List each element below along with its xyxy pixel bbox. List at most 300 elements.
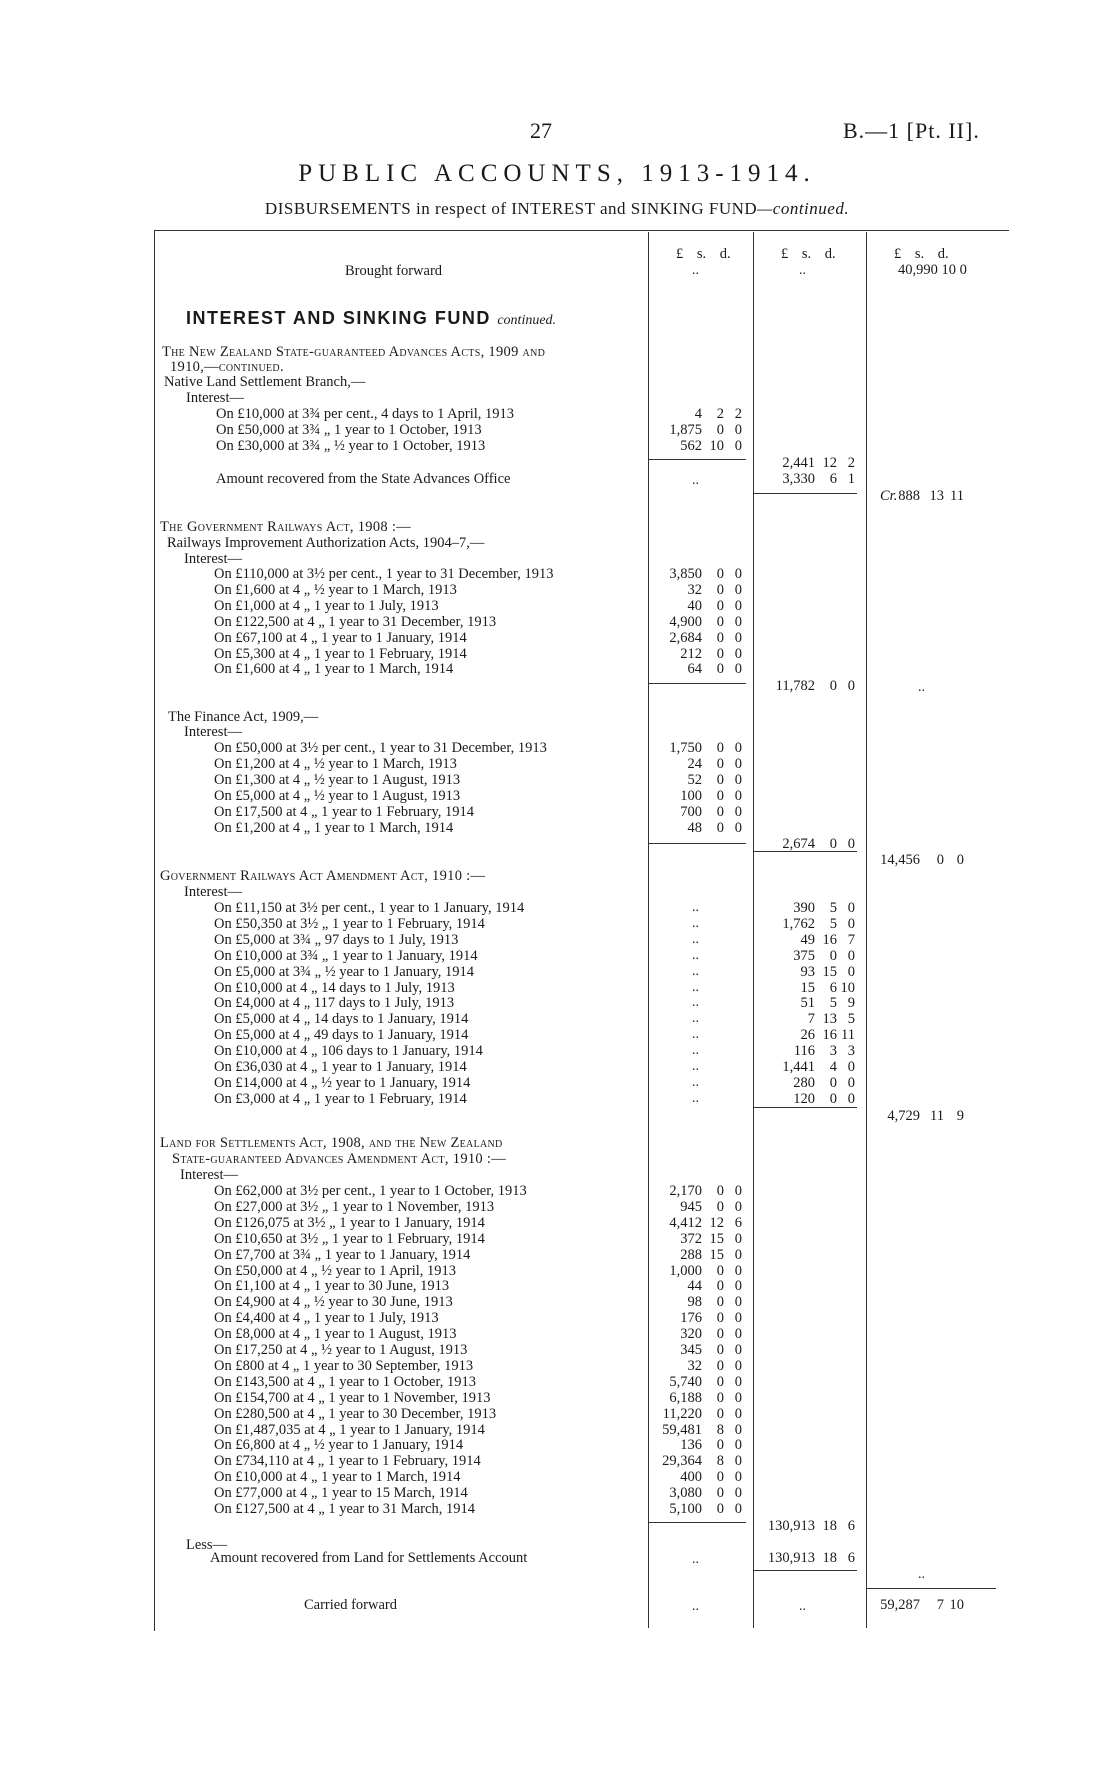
pounds: 176 (680, 1310, 702, 1327)
leader-dots: .. (692, 979, 699, 995)
pence: 7 (847, 931, 855, 948)
interest-row-text: On £800 at 4 „ 1 year to 30 September, 1913 (214, 1357, 474, 1374)
sum-rule (648, 683, 746, 684)
row-amount (650, 756, 742, 772)
interest-row-text: On £1,300 at 4 „ ½ year to 1 August, 1913 (214, 771, 461, 788)
row-amount (650, 438, 742, 454)
pounds: 40 (687, 597, 702, 614)
pounds: 4,729 (887, 1108, 920, 1124)
row-amount (650, 661, 742, 677)
pence: 3 (847, 1043, 855, 1060)
pence: 2 (847, 455, 855, 471)
interest-label: Interest— (184, 724, 242, 740)
shillings: 16 (822, 931, 837, 948)
pounds: 2,170 (669, 1183, 702, 1199)
leader-dots: .. (692, 263, 699, 278)
row-amount (755, 1011, 855, 1027)
interest-label: Interest— (184, 551, 242, 567)
interest-row-text: On £36,030 at 4 „ 1 year to 1 January, 1914 (214, 1059, 467, 1075)
shillings: 8 (716, 1421, 724, 1438)
pounds: 2,684 (669, 629, 702, 646)
shillings: 0 (829, 947, 837, 964)
interest-row-text: On £50,000 at 3½ per cent., 1 year to 31 December, 1913 (214, 740, 547, 756)
interest-row-text: On £17,500 at 4 „ 1 year to 1 February, 1914 (214, 803, 475, 820)
row-amount (650, 566, 742, 582)
pence: 6 (847, 1518, 855, 1534)
pounds: 3,850 (669, 566, 702, 582)
pence: 0 (734, 1310, 742, 1327)
pounds: 888 (898, 488, 920, 504)
interest-row-text: On £50,000 at 4 „ ½ year to 1 April, 1913 (214, 1262, 457, 1279)
pounds: 59,287 (880, 1597, 920, 1613)
shillings: 0 (716, 1278, 724, 1295)
pence: 0 (734, 1453, 742, 1470)
pounds: 6,188 (669, 1389, 702, 1406)
interest-row-text: On £126,075 at 3½ „ 1 year to 1 January, 1914 (214, 1214, 485, 1231)
pence: 0 (734, 771, 742, 788)
row-amount (650, 1294, 742, 1310)
row-amount (650, 1453, 742, 1469)
row-amount (650, 598, 742, 614)
interest-row-text: On £1,100 at 4 „ 1 year to 30 June, 1913 (214, 1278, 450, 1295)
interest-row-text: On £4,400 at 4 „ 1 year to 1 July, 1913 (214, 1310, 439, 1327)
leader-dots: .. (918, 680, 925, 695)
row-amount (755, 900, 855, 916)
shillings: 0 (716, 787, 724, 804)
sum-rule (753, 1107, 857, 1108)
page-subtitle (0, 199, 1114, 219)
interest-row-text: On £110,000 at 3½ per cent., 1 year to 31 December, 1913 (214, 566, 554, 582)
column-rule-1 (648, 232, 649, 1628)
shillings: 0 (716, 1310, 724, 1327)
shillings: 6 (829, 471, 837, 487)
sum-rule (753, 493, 857, 494)
row-amount (650, 1278, 742, 1294)
interest-row-text: On £10,000 at 4 „ 1 year to 1 March, 1914 (214, 1469, 461, 1486)
pounds: 7 (807, 1011, 815, 1028)
column-rule-3 (866, 232, 867, 1628)
leader-dots: .. (692, 1074, 699, 1090)
pence: 0 (734, 437, 742, 454)
leader-dots: .. (692, 1059, 699, 1074)
section-heading (186, 310, 556, 329)
row-amount (650, 1263, 742, 1279)
row-amount (650, 1390, 742, 1406)
row-amount (650, 646, 742, 662)
pence: 0 (734, 421, 742, 438)
interest-row-text: On £5,000 at 4 „ 49 days to 1 January, 1914 (214, 1027, 469, 1044)
interest-label: Interest— (184, 884, 242, 900)
shillings: 12 (709, 1214, 724, 1231)
interest-row-text: On £10,650 at 3½ „ 1 year to 1 February, 1914 (214, 1230, 485, 1247)
shillings: 0 (716, 740, 724, 756)
shillings: 4 (829, 1059, 837, 1075)
recovery-amount (755, 471, 855, 487)
heading-continued: continued. (497, 313, 557, 328)
sum-rule (753, 851, 857, 852)
pence: 0 (847, 1090, 855, 1107)
row-amount (755, 948, 855, 964)
pounds: 32 (687, 581, 702, 598)
row-amount (650, 1199, 742, 1215)
pence: 10 (949, 1597, 964, 1613)
shillings: 0 (716, 1501, 724, 1517)
interest-row-text: On £1,200 at 4 „ ½ year to 1 March, 1913 (214, 755, 457, 772)
interest-row-text: On £5,000 at 4 „ ½ year to 1 August, 1913 (214, 787, 461, 804)
pounds: 48 (687, 819, 702, 836)
pounds: 375 (793, 947, 815, 964)
leader-dots: .. (692, 995, 699, 1011)
sum-rule (648, 1522, 746, 1523)
branch-label: Native Land Settlement Branch,— (164, 374, 366, 390)
sum-rule (866, 1588, 996, 1589)
subtotal (755, 836, 855, 852)
shillings: 15 (822, 963, 837, 980)
shillings: 0 (936, 852, 944, 868)
pence: 0 (734, 613, 742, 630)
pounds: 1,750 (669, 740, 702, 756)
interest-row-text: On £14,000 at 4 „ ½ year to 1 January, 1914 (214, 1074, 471, 1091)
shillings: 0 (716, 771, 724, 788)
column-rule-2 (753, 232, 754, 1628)
heading-text: INTEREST AND SINKING FUND (186, 308, 498, 328)
subtotal (755, 678, 855, 694)
pounds: 562 (680, 437, 702, 454)
act-title: 1910,—continued. (170, 359, 284, 375)
pounds: 2,441 (782, 455, 815, 471)
interest-row-text: On £10,000 at 3¾ per cent., 4 days to 1 April, 1913 (216, 406, 515, 422)
row-amount (650, 1342, 742, 1358)
pounds: 51 (800, 995, 815, 1012)
pence: 0 (734, 1262, 742, 1279)
pence: 0 (734, 1278, 742, 1295)
interest-row-text: On £122,500 at 4 „ 1 year to 31 December, 1913 (214, 613, 497, 630)
leader-dots: .. (918, 1567, 925, 1582)
row-amount (755, 1027, 855, 1043)
leader-dots: .. (692, 1599, 699, 1614)
pence: 0 (734, 597, 742, 614)
pence: 1 (847, 471, 855, 487)
pounds: 15 (800, 979, 815, 996)
pounds: 11,220 (662, 1405, 702, 1422)
shillings: 15 (709, 1230, 724, 1247)
pounds: 100 (680, 787, 702, 804)
pounds: 3,330 (782, 471, 815, 487)
row-amount (755, 995, 855, 1011)
leader-dots: .. (692, 931, 699, 947)
row-amount (650, 1406, 742, 1422)
shillings: 11 (930, 1108, 944, 1124)
shillings: 16 (822, 1027, 837, 1044)
carried-forward-label: Carried forward (304, 1597, 397, 1613)
pence: 0 (734, 629, 742, 646)
shillings: 0 (829, 836, 837, 852)
pence: 5 (847, 1011, 855, 1028)
pounds: 26 (800, 1027, 815, 1044)
row-amount (650, 1183, 742, 1199)
act-title: State-guaranteed Advances Amendment Act, 1910 :— (172, 1151, 507, 1167)
pounds: 130,913 (767, 1518, 815, 1534)
document-reference: B.—1 [Pt. II]. (843, 118, 980, 143)
leader-dots: .. (692, 915, 699, 931)
row-amount (650, 582, 742, 598)
pence: 0 (734, 803, 742, 820)
column-heading-c2: £ s. d. (781, 246, 836, 262)
shillings: 0 (716, 613, 724, 630)
shillings: 0 (716, 1357, 724, 1374)
shillings: 0 (716, 1262, 724, 1279)
row-amount (650, 1437, 742, 1453)
pence: 0 (734, 1485, 742, 1502)
pence: 0 (734, 1421, 742, 1438)
subtitle-continued: —continued. (757, 199, 850, 218)
shillings: 0 (716, 819, 724, 836)
pence: 11 (841, 1027, 855, 1044)
interest-row-text: On £143,500 at 4 „ 1 year to 1 October, 1913 (214, 1373, 476, 1390)
sum-rule (648, 459, 746, 460)
pence: 0 (847, 1059, 855, 1075)
pence: 0 (734, 645, 742, 662)
pence: 0 (734, 1198, 742, 1215)
row-amount (650, 1326, 742, 1342)
section-total (868, 852, 964, 868)
interest-row-text: On £127,500 at 4 „ 1 year to 31 March, 1914 (214, 1501, 475, 1517)
leader-dots: .. (692, 1027, 699, 1043)
leader-dots: .. (692, 1043, 699, 1059)
interest-row-text: On £4,000 at 4 „ 117 days to 1 July, 1913 (214, 995, 455, 1012)
leader-dots: .. (799, 263, 806, 278)
shillings: 0 (716, 421, 724, 438)
interest-row-text: On £6,800 at 4 „ ½ year to 1 January, 1914 (214, 1437, 464, 1454)
leader-dots: .. (692, 1090, 699, 1106)
interest-row-text: On £62,000 at 3½ per cent., 1 year to 1 October, 1913 (214, 1183, 527, 1199)
pounds: 4,412 (669, 1214, 702, 1231)
row-amount (650, 1501, 742, 1517)
pence: 11 (950, 488, 964, 504)
pounds: 345 (680, 1342, 702, 1358)
shillings: 0 (716, 597, 724, 614)
page-number: 27 (530, 118, 552, 143)
leader-dots: .. (692, 900, 699, 915)
shillings: 0 (716, 1437, 724, 1454)
pounds: 1,762 (782, 915, 815, 932)
pence: 0 (734, 1373, 742, 1390)
interest-row-text: On £1,487,035 at 4 „ 1 year to 1 January, 1914 (214, 1421, 485, 1438)
pounds: 400 (680, 1469, 702, 1486)
interest-row-text: On £17,250 at 4 „ ½ year to 1 August, 1913 (214, 1342, 468, 1358)
act-title: Government Railways Act Amendment Act, 1910 :— (160, 868, 486, 884)
interest-row-text: On £50,350 at 3½ „ 1 year to 1 February, 1914 (214, 915, 485, 932)
interest-row-text: On £1,600 at 4 „ ½ year to 1 March, 1913 (214, 581, 457, 598)
interest-row-text: On £5,000 at 4 „ 14 days to 1 January, 1914 (214, 1011, 469, 1028)
row-amount (650, 804, 742, 820)
pence: 0 (734, 1501, 742, 1517)
leader-dots: .. (692, 1552, 699, 1567)
interest-row-text: On £5,000 at 3¾ „ 97 days to 1 July, 1913 (214, 931, 459, 948)
pounds: 1,875 (669, 421, 702, 438)
recovery-amount (755, 1550, 855, 1566)
pence: 9 (956, 1108, 964, 1124)
section-total (868, 488, 964, 504)
row-amount (650, 740, 742, 756)
shillings: 0 (829, 1090, 837, 1107)
shillings: 12 (822, 455, 837, 471)
pence: 0 (734, 1469, 742, 1486)
pence: 0 (847, 1074, 855, 1091)
shillings: 0 (716, 645, 724, 662)
row-amount (650, 1247, 742, 1263)
row-amount (755, 1075, 855, 1091)
interest-row-text: On £50,000 at 3¾ „ 1 year to 1 October, 1913 (216, 421, 482, 438)
row-amount (755, 980, 855, 996)
pence: 0 (734, 1437, 742, 1454)
pounds: 212 (680, 645, 702, 662)
pounds: 14,456 (880, 852, 920, 868)
row-amount (650, 772, 742, 788)
pence: 0 (734, 1326, 742, 1343)
pounds: 93 (800, 963, 815, 980)
shillings: 0 (716, 1294, 724, 1311)
pounds: 32 (687, 1357, 702, 1374)
row-amount (650, 1215, 742, 1231)
column-heading-c3: £ s. d. (894, 246, 949, 262)
shillings: 0 (716, 1485, 724, 1502)
pounds: 44 (687, 1278, 702, 1295)
row-amount (650, 820, 742, 836)
shillings: 2 (716, 406, 724, 422)
row-amount (755, 1091, 855, 1107)
interest-row-text: On £1,600 at 4 „ 1 year to 1 March, 1914 (214, 661, 454, 678)
pence: 0 (734, 740, 742, 756)
shillings: 0 (716, 661, 724, 678)
pence: 0 (847, 836, 855, 852)
leader-dots: .. (692, 1011, 699, 1027)
shillings: 0 (716, 1326, 724, 1343)
pounds: 372 (680, 1230, 702, 1247)
shillings: 0 (716, 1389, 724, 1406)
pence: 0 (734, 1405, 742, 1422)
pence: 9 (847, 995, 855, 1012)
shillings: 0 (716, 1183, 724, 1199)
pence: 0 (734, 661, 742, 678)
shillings: 5 (829, 900, 837, 916)
shillings: 3 (829, 1043, 837, 1060)
interest-row-text: On £154,700 at 4 „ 1 year to 1 November, 1913 (214, 1389, 491, 1406)
shillings: 0 (716, 803, 724, 820)
pence: 0 (734, 755, 742, 772)
subtotal (755, 1518, 855, 1534)
shillings: 6 (829, 979, 837, 996)
interest-row-text: On £27,000 at 3½ „ 1 year to 1 November, 1913 (214, 1198, 495, 1215)
row-amount (650, 1374, 742, 1390)
act-title: The New Zealand State-guaranteed Advances Acts, 1909 and (162, 344, 546, 360)
pounds: 49 (800, 931, 815, 948)
pence: 0 (847, 678, 855, 694)
pounds: 280 (793, 1074, 815, 1091)
carried-forward-total (868, 1597, 964, 1613)
shillings: 0 (716, 629, 724, 646)
pounds: 945 (680, 1198, 702, 1215)
pounds: 136 (680, 1437, 702, 1454)
subtitle-text: DISBURSEMENTS in respect of INTEREST and SINKING FUND (264, 199, 758, 218)
shillings: 13 (929, 488, 944, 504)
pence: 0 (847, 947, 855, 964)
pounds: 24 (687, 755, 702, 772)
shillings: 18 (822, 1518, 837, 1534)
interest-row-text: On £77,000 at 4 „ 1 year to 15 March, 1914 (214, 1485, 468, 1502)
pence: 0 (734, 1294, 742, 1311)
shillings: 18 (822, 1550, 837, 1566)
act-title: The Government Railways Act, 1908 :— (160, 519, 411, 535)
row-amount (650, 1422, 742, 1438)
pence: 0 (734, 581, 742, 598)
shillings: 0 (716, 1373, 724, 1390)
shillings: 15 (709, 1246, 724, 1263)
shillings: 0 (716, 1198, 724, 1215)
pounds: 390 (793, 900, 815, 916)
pence: 6 (847, 1550, 855, 1566)
pence: 0 (847, 900, 855, 916)
pounds: 4 (694, 406, 702, 422)
shillings: 7 (936, 1597, 944, 1613)
row-amount (650, 422, 742, 438)
pence: 0 (847, 963, 855, 980)
shillings: 13 (822, 1011, 837, 1028)
interest-row-text: On £10,000 at 4 „ 14 days to 1 July, 1913 (214, 979, 455, 996)
brought-forward-total: 40,990 10 0 (898, 262, 967, 278)
page-title: PUBLIC ACCOUNTS, 1913-1914. (298, 160, 816, 187)
pence: 10 (840, 979, 855, 996)
interest-row-text: On £5,300 at 4 „ 1 year to 1 February, 1914 (214, 645, 467, 662)
subtotal (755, 455, 855, 471)
pounds: 29,364 (662, 1453, 702, 1470)
column-heading-c1: £ s. d. (676, 246, 731, 262)
interest-row-text: On £10,000 at 4 „ 106 days to 1 January, 1914 (214, 1043, 483, 1060)
shillings: 0 (716, 1469, 724, 1486)
less-label: Less— (186, 1537, 228, 1553)
pounds: 288 (680, 1246, 702, 1263)
pounds: 11,782 (775, 678, 815, 694)
interest-row-text: On £280,500 at 4 „ 1 year to 30 December, 1913 (214, 1405, 497, 1422)
row-amount (755, 1059, 855, 1075)
pounds: 1,441 (782, 1059, 815, 1075)
section-total (868, 1108, 964, 1124)
row-amount (650, 1469, 742, 1485)
interest-row-text: On £11,150 at 3½ per cent., 1 year to 1 January, 1914 (214, 900, 525, 916)
interest-row-text: On £1,200 at 4 „ 1 year to 1 March, 1914 (214, 819, 454, 836)
shillings: 0 (716, 755, 724, 772)
pounds: 320 (680, 1326, 702, 1343)
interest-row-text: On £30,000 at 3¾ „ ½ year to 1 October, 1913 (216, 437, 486, 454)
shillings: 0 (829, 1074, 837, 1091)
interest-label: Interest— (180, 1167, 238, 1183)
pence: 0 (734, 1389, 742, 1406)
shillings: 8 (716, 1453, 724, 1470)
pence: 0 (847, 915, 855, 932)
row-amount (755, 1043, 855, 1059)
pounds: 116 (793, 1043, 815, 1060)
pence: 2 (734, 406, 742, 422)
interest-row-text: On £3,000 at 4 „ 1 year to 1 February, 1914 (214, 1090, 467, 1107)
shillings: 0 (716, 1342, 724, 1358)
interest-row-text: On £734,110 at 4 „ 1 year to 1 February, 1914 (214, 1453, 481, 1470)
leader-dots: .. (692, 963, 699, 979)
row-amount (650, 1231, 742, 1247)
pence: 0 (734, 566, 742, 582)
shillings: 0 (829, 678, 837, 694)
row-amount (650, 1310, 742, 1326)
interest-row-text: On £4,900 at 4 „ ½ year to 30 June, 1913 (214, 1294, 453, 1311)
